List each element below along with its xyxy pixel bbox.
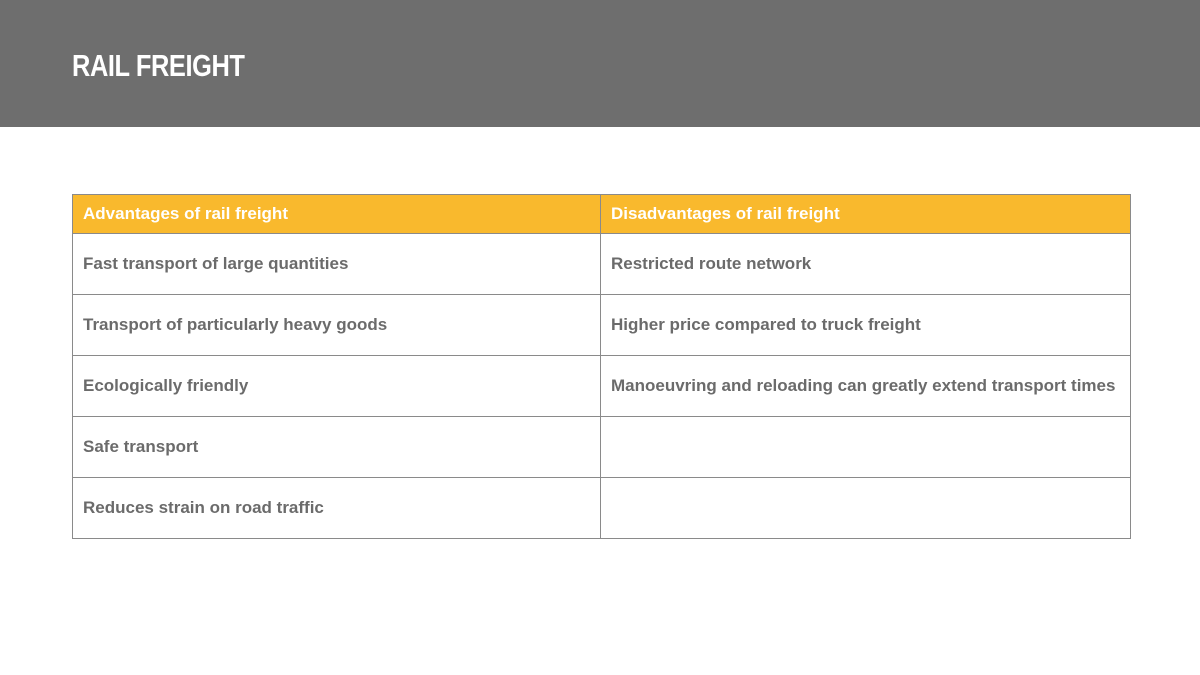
table-row: [73, 478, 1131, 539]
disadvantage-cell-empty: [601, 417, 1131, 478]
table-row: [73, 417, 1131, 478]
disadvantage-cell: Higher price compared to truck freight: [601, 295, 1131, 356]
disadvantage-cell: Restricted route network: [601, 234, 1131, 295]
table-header-row: [73, 195, 1131, 234]
table-row: [73, 356, 1131, 417]
header-disadvantages: Disadvantages of rail freight: [601, 195, 1131, 234]
disadvantage-cell-empty: [601, 478, 1131, 539]
header-advantages: Advantages of rail freight: [73, 195, 601, 234]
advantage-cell: Ecologically friendly: [73, 356, 601, 417]
slide-title: RAIL FREIGHT: [72, 48, 245, 83]
disadvantage-cell: Manoeuvring and reloading can greatly extend transport times: [601, 356, 1131, 417]
advantage-cell: Transport of particularly heavy goods: [73, 295, 601, 356]
table-row: [73, 295, 1131, 356]
header-band: [0, 0, 1200, 127]
table-row: [73, 234, 1131, 295]
advantage-cell: Reduces strain on road traffic: [73, 478, 601, 539]
advantage-cell: Fast transport of large quantities: [73, 234, 601, 295]
comparison-table: [72, 194, 1131, 539]
advantage-cell: Safe transport: [73, 417, 601, 478]
